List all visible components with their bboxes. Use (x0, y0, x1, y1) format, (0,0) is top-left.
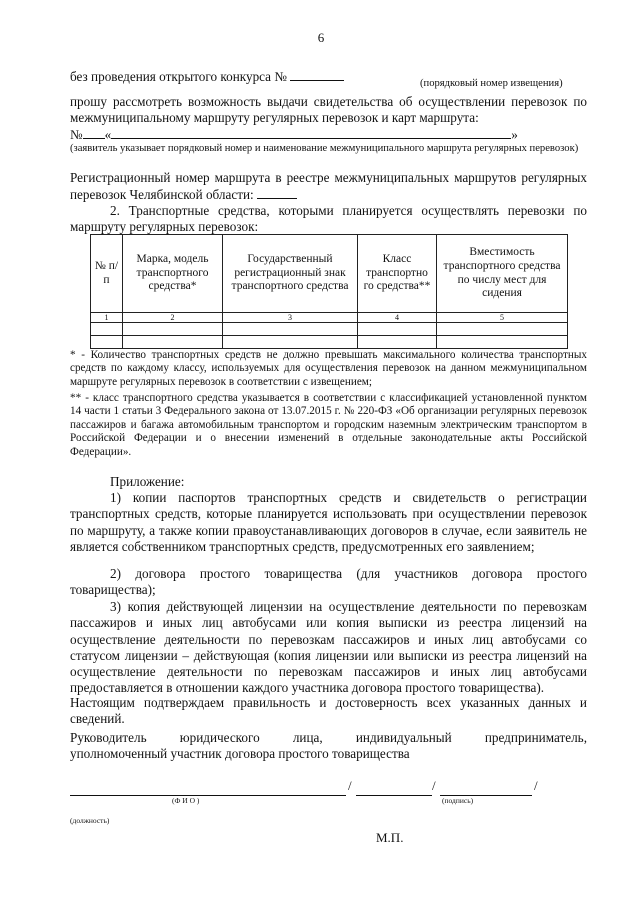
table-cell[interactable] (358, 336, 437, 349)
table-row (91, 336, 568, 349)
hint-notice-number: (порядковый номер извещения) (420, 78, 563, 89)
footnote-1: * - Количество транспортных средств не должно превышать максимального количества транспортных средств по каждому классу, используемых для осуществления перевозок на данном межмуниципальном маршруте регулярных перевозок в соответствии с извещением; (70, 349, 587, 388)
route-num-label: № (70, 127, 83, 142)
table-cell[interactable] (223, 323, 358, 336)
para-request: прошу рассмотреть возможность выдачи свидетельства об осуществлении перевозок по межмуниципальному маршруту регулярных перевозок и карт маршрута: (70, 94, 587, 126)
route-close-quote: » (511, 127, 518, 142)
confirm-text: Настоящим подтверждаем правильность и достоверность всех указанных данных и сведений. (70, 695, 587, 727)
table-header-cell: Государственный регистрационный знак транспортного средства (223, 235, 358, 313)
label-podpis: (подпись) (442, 796, 474, 805)
table-number-row (91, 313, 568, 323)
route-line (70, 126, 587, 143)
table-header-cell: № п/п (91, 235, 123, 313)
appendix-item-3: 3) копия действующей лицензии на осуществление деятельности по перевозкам пассажиров и иных лиц автобусами или копия выписки из реестра лицензий на осуществление деятельности по перевозкам пассажиров и иных лиц автобусами со статусом лицензии – действующая (копия лицензии или выписки из реестра лицензий на осуществление деятельности по перевозкам пассажиров и иных лиц автобусами предоставляется в отношении каждого участника договора простого товарищества). (70, 599, 587, 696)
table-cell[interactable] (223, 336, 358, 349)
table-cell[interactable] (358, 323, 437, 336)
table-cell[interactable] (91, 336, 123, 349)
reg-number-text: Регистрационный номер маршрута в реестре межмуниципальных маршрутов регулярных перевозок Челябинской области: (70, 170, 587, 203)
para-reg-number (70, 170, 587, 204)
sig-slash: / (432, 778, 436, 793)
table-number-cell: 2 (123, 313, 223, 323)
sig-slash: / (348, 778, 352, 793)
position-signature-line[interactable] (70, 795, 346, 796)
head-line-2: уполномоченный участник договора простого товарищества (70, 746, 410, 761)
notice-number-field[interactable] (290, 68, 344, 81)
sig-slash: / (534, 778, 538, 793)
table-number-cell: 3 (223, 313, 358, 323)
table-number-cell: 5 (437, 313, 568, 323)
table-header-cell: Класс транспортно го средства** (358, 235, 437, 313)
no-tender-text: без проведения открытого конкурса № (70, 69, 287, 84)
para-vehicles: 2. Транспортные средства, которыми планируется осуществлять перевозки по маршруту регулярных перевозок: (70, 203, 587, 235)
footnote-2: ** - класс транспортного средства указывается в соответствии с классификацией установленной пунктом 14 части 1 статьи 3 Федерального закона от 13.07.2015 г. № 220-ФЗ «Об организации регулярных перевозок пассажиров и багажа автомобильным транспортом и городским наземным электрическим транспортом в Российской Федерации и о внесении изменений в отдельные законодательные акты Российской Федерации». (70, 392, 587, 458)
route-number-field[interactable] (83, 126, 105, 139)
table-row (91, 323, 568, 336)
stamp-label: М.П. (376, 830, 404, 845)
reg-number-field[interactable] (257, 186, 297, 199)
route-name-field[interactable] (111, 126, 511, 139)
label-dolzhnost: (должность) (70, 816, 110, 825)
table-cell[interactable] (123, 336, 223, 349)
vehicles-table (90, 234, 568, 349)
table-cell[interactable] (437, 323, 568, 336)
table-header-cell: Вместимость транспортного средства по числу мест для сидения (437, 235, 568, 313)
route-open-quote: « (104, 127, 112, 142)
page-number: 6 (317, 30, 325, 45)
table-header-cell: Марка, модель транспортного средства* (123, 235, 223, 313)
table-number-cell: 4 (358, 313, 437, 323)
appendix-title: Приложение: (110, 474, 185, 489)
hint-route: (заявитель указывает порядковый номер и наименование межмуниципального маршрута регулярных перевозок) (70, 143, 579, 154)
table-cell[interactable] (91, 323, 123, 336)
table-number-cell: 1 (91, 313, 123, 323)
label-fio: (Ф И О ) (172, 796, 200, 805)
appendix-item-2: 2) договора простого товарищества (для участников договора простого товарищества); (70, 566, 587, 598)
table-cell[interactable] (123, 323, 223, 336)
table-header-row (91, 235, 568, 313)
appendix-item-1: 1) копии паспортов транспортных средств и свидетельств о регистрации транспортных средств, которые планируется использовать при осуществлении перевозок по маршруту, а также копии правоустанавливающих договоров в случае, если заявитель не является собственником транспортных средств, предусмотренных его заявлением; (70, 490, 587, 554)
fio-signature-line[interactable] (356, 795, 432, 796)
table-cell[interactable] (437, 336, 568, 349)
head-line-1: Руководитель юридического лица, индивидуальный предприниматель, (70, 730, 587, 745)
